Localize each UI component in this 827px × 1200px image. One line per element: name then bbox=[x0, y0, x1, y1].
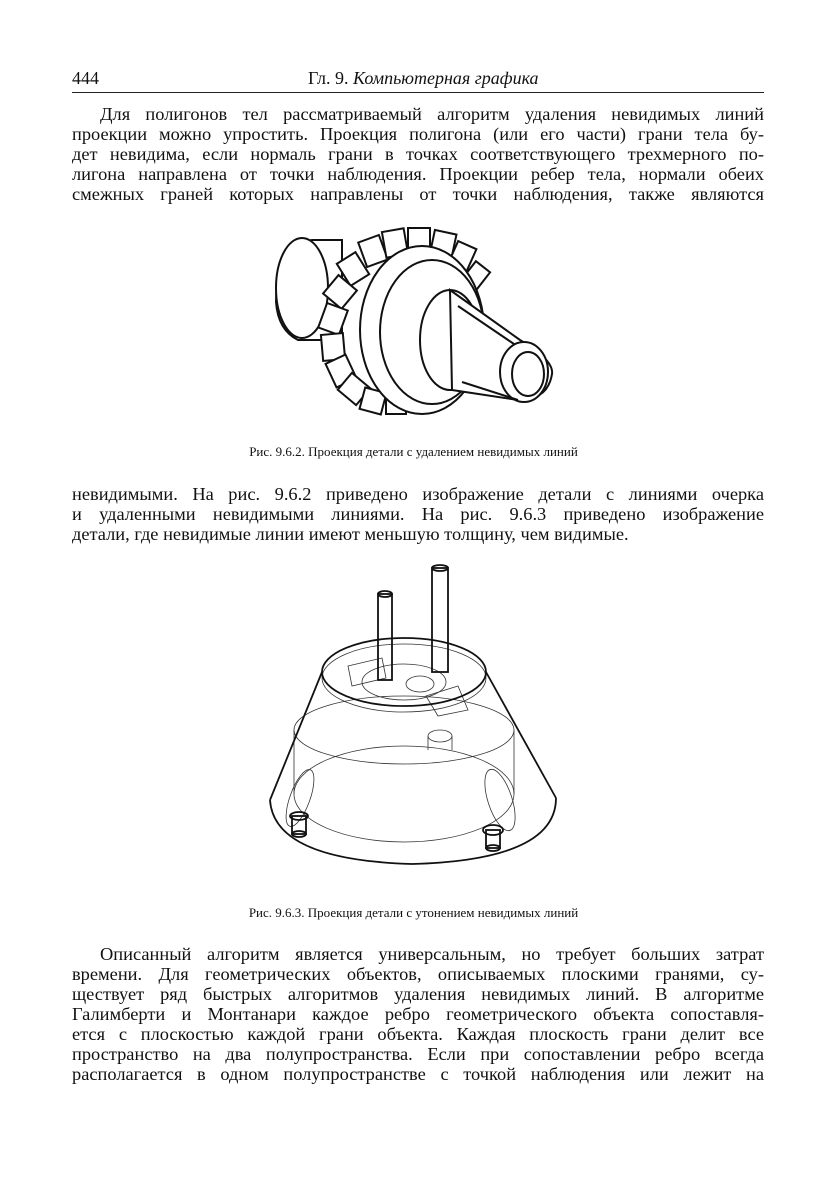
text-line: Галимберти и Монтанари каждое ребро геометрического объекта сопоставля- bbox=[72, 1004, 764, 1024]
chapter-number: Гл. 9. bbox=[308, 68, 349, 88]
text-line: проекции можно упростить. Проекция полигона (или его части) грани тела бу- bbox=[72, 124, 764, 144]
chapter-heading bbox=[308, 68, 539, 89]
gear-shaft-figure bbox=[262, 222, 562, 422]
paragraph-3 bbox=[72, 944, 764, 1084]
figure-caption: Рис. 9.6.2. Проекция детали с удалением невидимых линий bbox=[249, 444, 578, 459]
text-line: детали, где невидимые линии имеют меньшую толщину, чем видимые. bbox=[72, 524, 629, 544]
text-line: располагается в одном полупространстве с точкой наблюдения или лежит на bbox=[72, 1064, 764, 1084]
cone-part-figure bbox=[262, 560, 568, 880]
text-line: ществует ряд быстрых алгоритмов удаления невидимых линий. В алгоритме bbox=[72, 984, 764, 1004]
text-line: дет невидима, если нормаль грани в точках соответствующего трехмерного по- bbox=[72, 144, 764, 164]
text-line: смежных граней которых направлены от точки наблюдения, также являются bbox=[72, 184, 764, 204]
paragraph-1 bbox=[72, 104, 764, 204]
text-line: времени. Для геометрических объектов, описываемых плоскими гранями, су- bbox=[72, 964, 764, 984]
text-line: и удаленными невидимыми линиями. На рис. 9.6.3 приведено изображение bbox=[72, 504, 764, 524]
paragraph-2 bbox=[72, 484, 764, 544]
header-rule bbox=[72, 92, 764, 93]
page-number: 444 bbox=[72, 68, 99, 88]
text-line: Описанный алгоритм является универсальным, но требует больших затрат bbox=[100, 944, 764, 964]
text-line: Для полигонов тел рассматриваемый алгоритм удаления невидимых линий bbox=[100, 104, 764, 124]
text-line: пространство на два полупространства. Если при сопоставлении ребро всегда bbox=[72, 1044, 764, 1064]
text-line: лигона направлена от точки наблюдения. Проекции ребер тела, нормали обеих bbox=[72, 164, 764, 184]
text-line: ется с плоскостью каждой грани объекта. Каждая плоскость грани делит все bbox=[72, 1024, 764, 1044]
running-header bbox=[72, 68, 764, 92]
chapter-title: Компьютерная графика bbox=[353, 68, 539, 88]
figure-caption: Рис. 9.6.3. Проекция детали с утонением невидимых линий bbox=[248, 905, 579, 920]
text-line: невидимыми. На рис. 9.6.2 приведено изображение детали с линиями очерка bbox=[72, 484, 764, 504]
